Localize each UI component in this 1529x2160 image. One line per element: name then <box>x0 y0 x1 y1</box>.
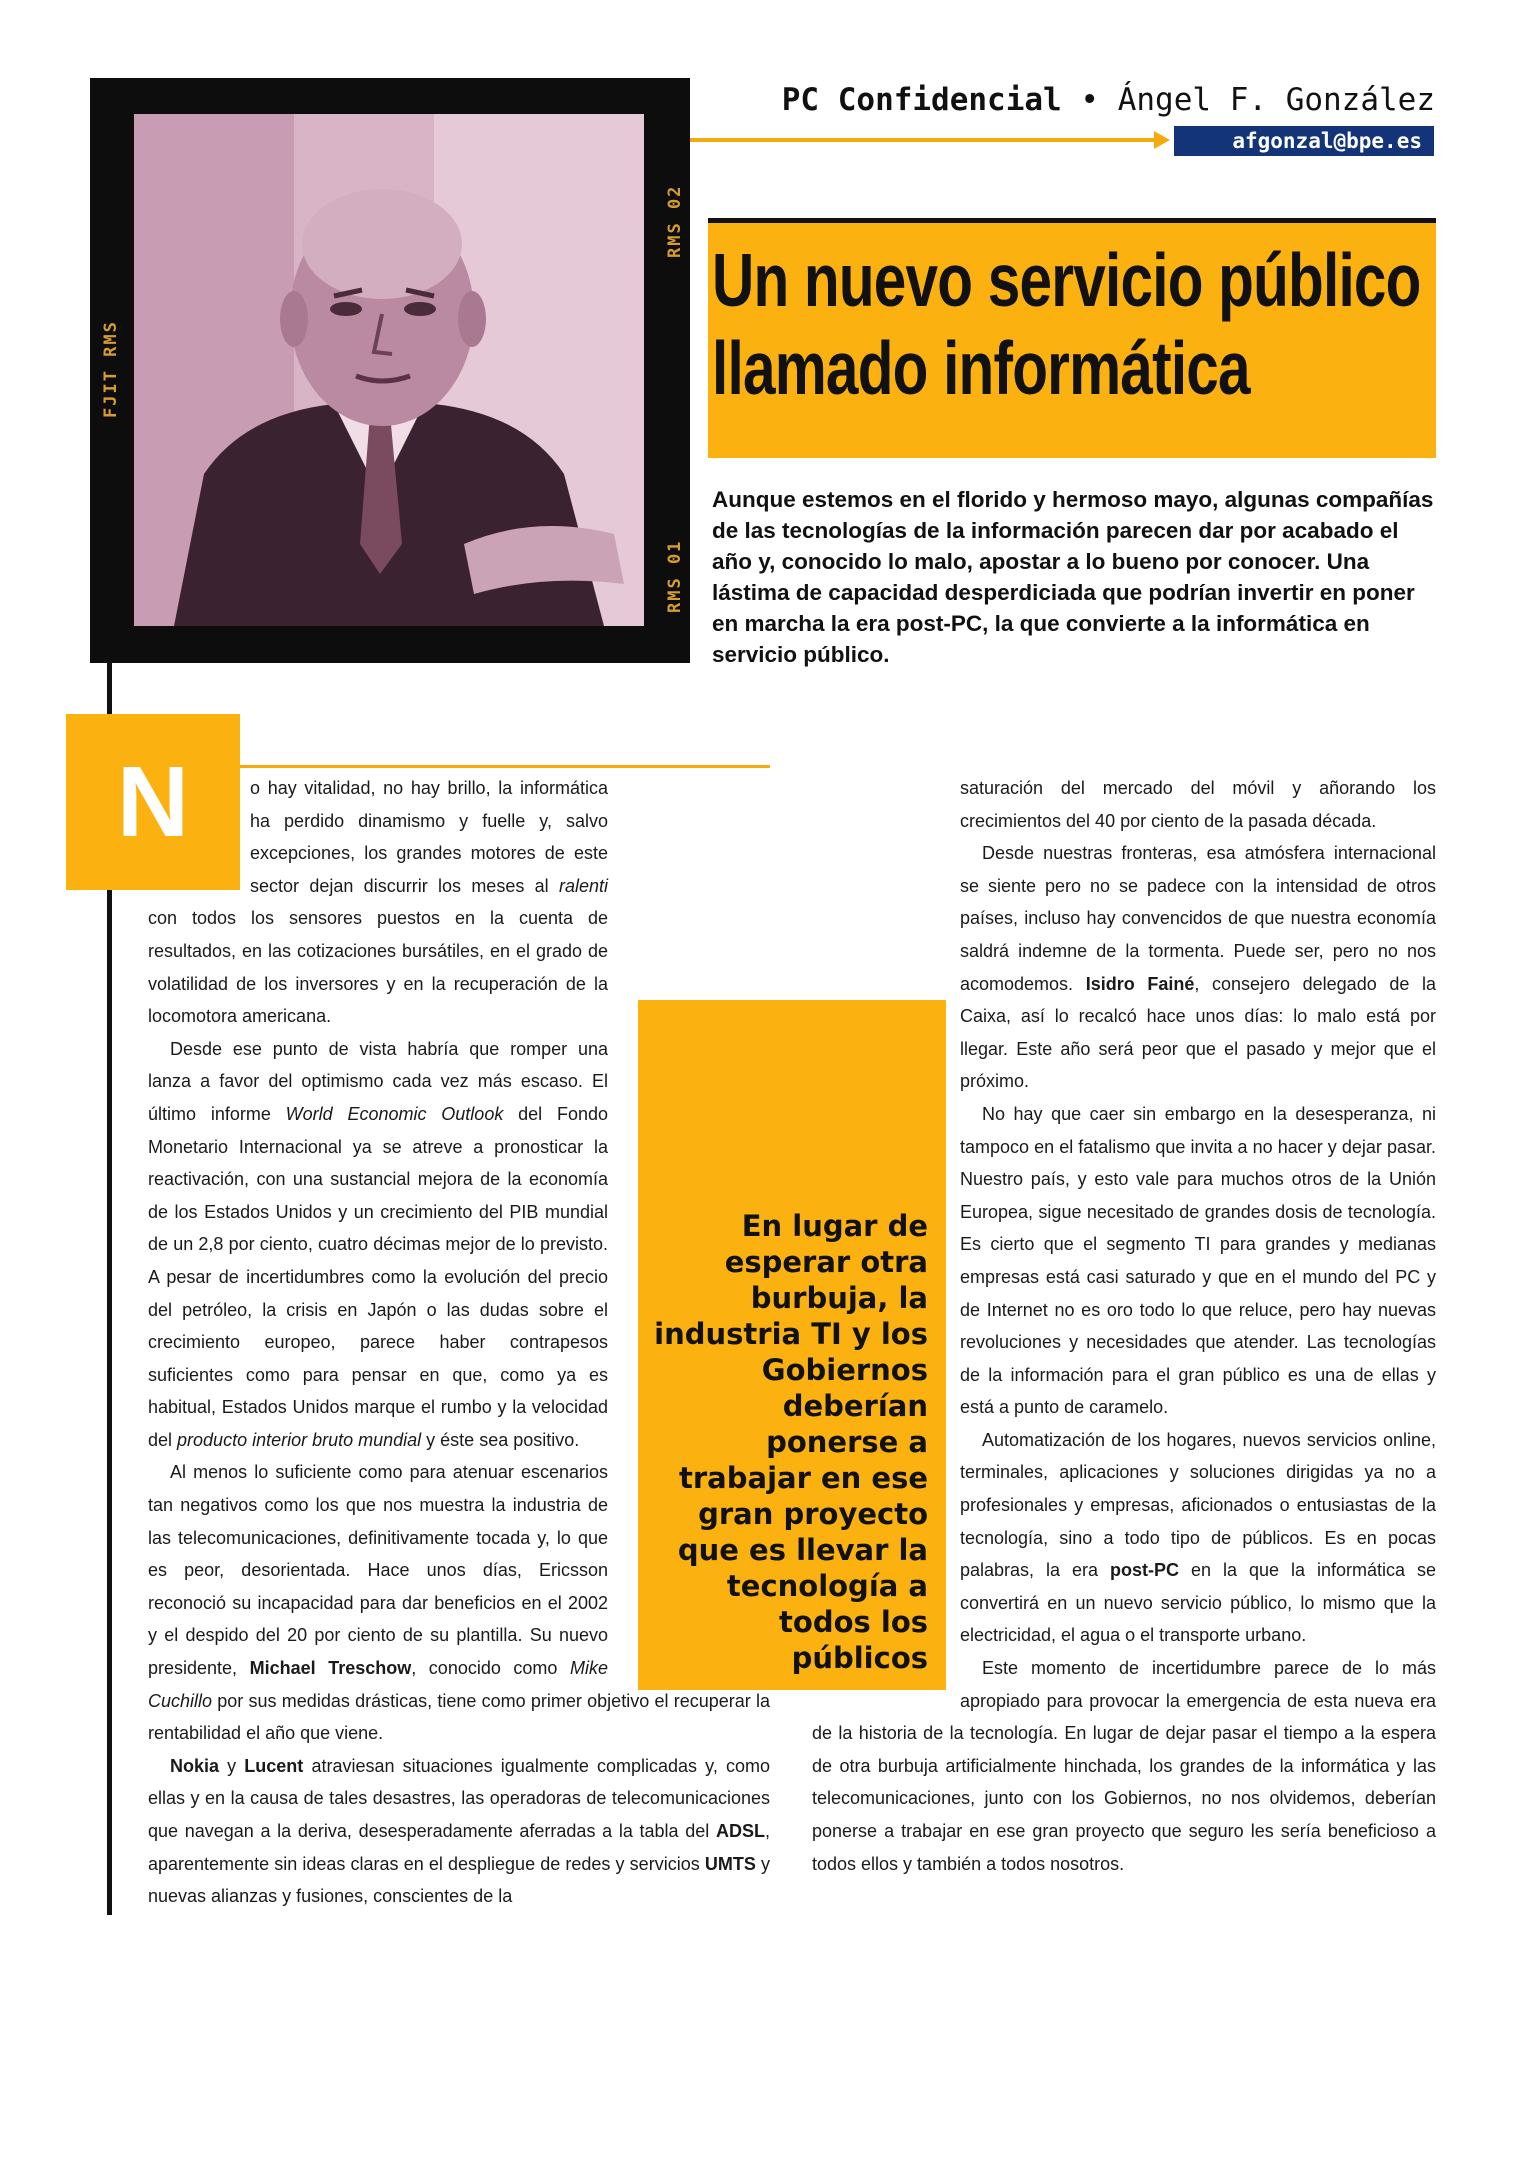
article-lead: Aunque estemos en el florido y hermoso mayo, algunas compañías de las tecnologías de la información parecen dar por acabado el año y, conocido lo malo, apostar a lo bueno por conocer. Una lástima de capacidad desperdiciada que podrían invertir en poner en marcha la era post-PC, la que convierte a la informática en servicio público. <box>712 487 1434 667</box>
drop-cap-rule <box>240 765 770 768</box>
paragraph-4: Nokia y Lucent atraviesan situaciones igualmente complicadas y, como ellas y en la causa de tales desastres, las operadoras de telecomunicaciones que navegan a la deriva, desesperadamente aferradas a la tabla del ADSL, aparentemente sin ideas claras en el despliegue de redes y servicios UMTS y nuevas alianzas y fusiones, conscientes de la <box>148 1755 770 1907</box>
paragraph-2: Desde ese punto de vista habría que romper una lanza a favor del optimismo cada vez más escaso. El último informe World Economic Outlook del Fondo Monetario Internacional ya se atreve a pronosticar la reactivación, con una sustancial mejora de la economía de los Estados Unidos y un crecimiento del PIB mundial de un 2,8 por ciento, cuatro décimas mejor de lo previsto. A pesar de incertidumbres como la evolución del precio del petróleo, la crisis en Japón o las dudas sobre el crecimiento europeo, parece haber contrapesos suficientes como para pensar en que, como ya es habitual, Estados Unidos marque el rumbo y la velocidad del producto interior bruto mundial y éste sea positivo. <box>148 1038 609 1450</box>
author-portrait-illustration <box>134 114 644 626</box>
film-edge-label-right-bottom: RMS 01 <box>665 539 685 613</box>
paragraph-3: Al menos lo suficiente como para atenuar escenarios tan negativos como los que nos muestra la industria de las telecomunicaciones, definitivamente tocada y, lo que es peor, desorientada. Hace unos días, Ericsson reconoció su incapacidad para dar beneficios en el 2002 y el despido del 20 por ciento de su plantilla. Su nuevo presidente, Michael Treschow, conocido como Mike Cuchillo por sus medidas drásticas, tiene como primer objetivo el recuperar la rentabilidad el año que viene. <box>148 1462 770 1744</box>
film-edge-label-left: FJIT RMS <box>101 320 121 418</box>
author-photo <box>134 114 644 626</box>
section-name: PC Confidencial <box>781 82 1062 118</box>
article-column-1 <box>148 772 770 1913</box>
paragraph-7: No hay que caer sin embargo en la desesperanza, ni tampoco en el fatalismo que invita a no hacer y dejar pasar. Nuestro país, y esto vale para muchos otros de la Unión Europea, sigue necesitado de grandes dosis de tecnología. Es cierto que el segmento TI para grandes y medianas empresas está casi saturado y que en el mundo del PC y de Internet no es oro todo lo que reluce, pero hay nuevas revoluciones y necesidades que atender. Las tecnologías de la información para el gran público es una de ellas y está a punto de caramelo. <box>960 1103 1436 1418</box>
paragraph-6: Desde nuestras fronteras, esa atmósfera internacional se siente pero no se padece con la intensidad de otros países, incluso hay convencidos de que nuestra economía saldrá indemne de la tormenta. Puede ser, pero no nos acomodemos. Isidro Fainé, consejero delegado de la Caixa, así lo recalcó hace unos días: lo malo está por llegar. Este año será peor que el pasado y mejor que el próximo. <box>960 843 1436 1092</box>
drop-cap: N <box>66 714 240 890</box>
pull-quote: En lugar de esperar otra burbuja, la industria TI y los Gobiernos deberían ponerse a trabajar en ese gran proyecto que es llevar la tecnología a todos los públicos <box>654 1209 928 1675</box>
paragraph-8: Automatización de los hogares, nuevos servicios online, terminales, aplicaciones y soluciones dirigidas ya no a profesionales y empresas, aficionados o entusiastas de la tecnología, sino a todo tipo de públicos. Es en pocas palabras, la era post-PC en la que la informática se convertirá en un nuevo servicio público, lo mismo que la electricidad, el agua o el transporte urbano. <box>960 1429 1437 1646</box>
title-line-2: llamado informática <box>712 326 1250 410</box>
author-name: Ángel F. González <box>1117 82 1435 118</box>
paragraph-1: o hay vitalidad, no hay brillo, la informática ha perdido dinamismo y fuelle y, salvo excepciones, los grandes motores de este sector dejan discurrir los meses al ralenti con todos los sensores puestos en la cuenta de resultados, en las cotizaciones bursátiles, en el grado de volatilidad de los inversores y en la recuperación de la locomotora americana. <box>148 778 608 1027</box>
paragraph-5: saturación del mercado del móvil y añorando los crecimientos del 40 por ciento de la pasada década. <box>960 778 1436 831</box>
title-line-1: Un nuevo servicio público <box>712 238 1421 322</box>
paragraph-9: Este momento de incertidumbre parece de lo más apropiado para provocar la emergencia de esta nueva era de la historia de la tecnología. En lugar de dejar pasar el tiempo a la espera de otra burbuja artificialmente hinchada, los grandes de la informática y las telecomunicaciones, junto con los Gobiernos, no nos olvidemos, deberían ponerse a trabajar en ese gran proyecto que seguro les sería beneficioso a todos ellos y también a todos nosotros. <box>812 1658 1436 1874</box>
article-title <box>712 236 1421 412</box>
author-photo-frame <box>90 78 690 663</box>
article-column-2 <box>812 772 1436 1880</box>
header-arrow-line <box>690 138 1160 142</box>
film-edge-label-right-top: RMS 02 <box>665 184 685 258</box>
author-email-link[interactable]: afgonzal@bpe.es <box>1174 126 1434 156</box>
header-separator: • <box>1061 82 1118 118</box>
arrow-head-icon <box>1154 131 1170 149</box>
column-header <box>775 82 1435 118</box>
